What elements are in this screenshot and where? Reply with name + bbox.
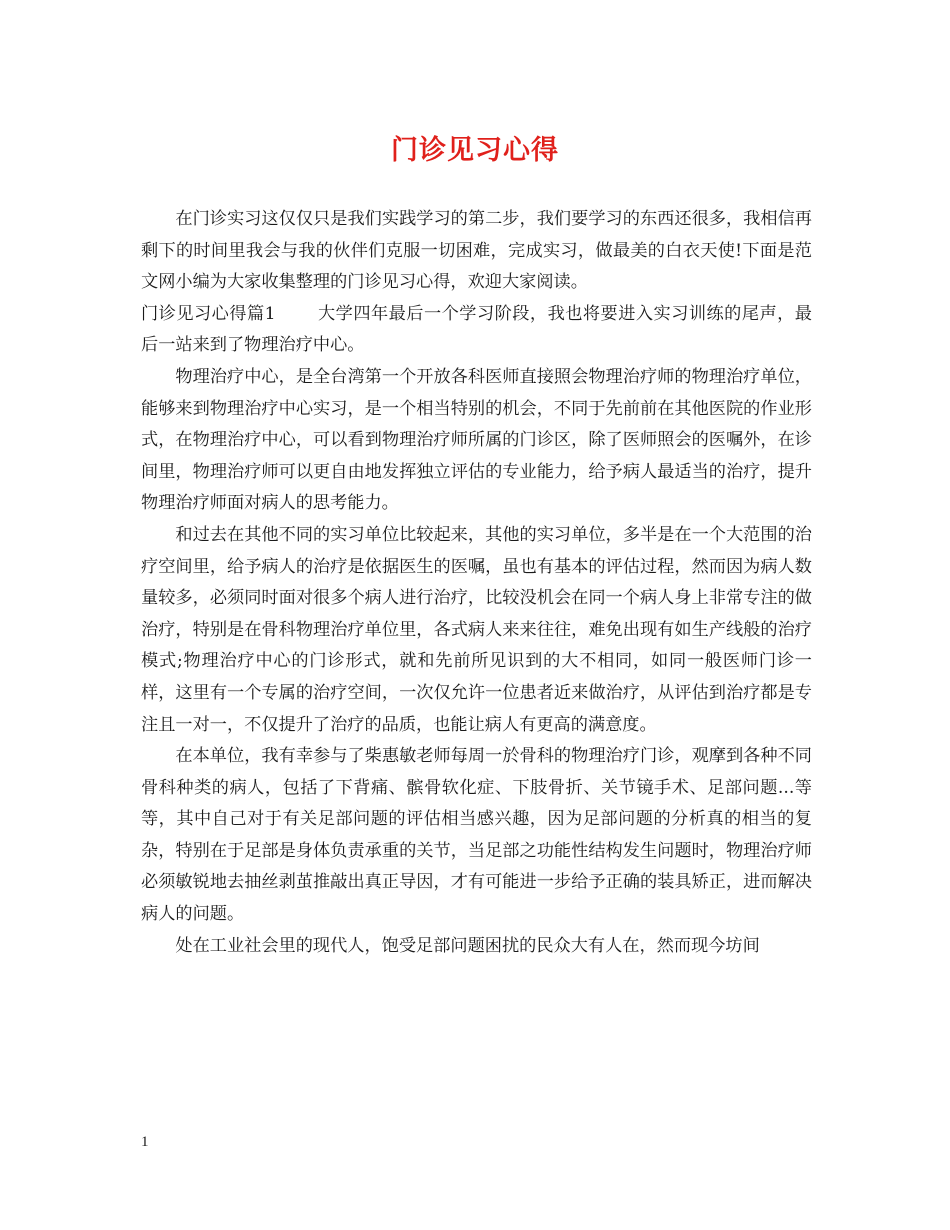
section-first-text: 大学四年最后一个学习阶段，我也将要进入实习训练的尾声，最后一站来到了物理治疗中心。: [141, 303, 812, 356]
body-paragraph: 处在工业社会里的现代人，饱受足部问题困扰的民众大有人在，然而现今坊间: [175, 935, 760, 956]
body-paragraph: 物理治疗中心，是全台湾第一个开放各科医师直接照会物理治疗师的物理治疗单位，能够来到物理治疗中心实习，是一个相当特别的机会，不同于先前前在其他医院的作业形式，在物理治疗中心，可以看到物理治疗师所属的门诊区，除了医师照会的医嘱外，在诊间里，物理治疗师可以更自由地发挥独立评估的专业能力，给予病人最适当的治疗，提升物理治疗师面对病人的思考能力。: [141, 366, 812, 514]
body-paragraph: 在本单位，我有幸参与了柴惠敏老师每周一於骨科的物理治疗门诊，观摩到各种不同骨科种类的病人，包括了下背痛、髌骨软化症、下肢骨折、关节镜手术、足部问题...等等，其中自己对于有关足部问题的评估相当感兴趣，因为足部问题的分析真的相当的复杂，特别在于足部是身体负责承重的关节，当足部之功能性结构发生问题时，物理治疗师必须敏锐地去抽丝剥茧推敲出真正导因，才有可能进一步给予正确的装具矫正，进而解决病人的问题。: [141, 746, 812, 925]
body-paragraph: 和过去在其他不同的实习单位比较起来，其他的实习单位，多半是在一个大范围的治疗空间里，给予病人的治疗是依据医生的医嘱，虽也有基本的评估过程，然而因为病人数量较多，必须同时面对很多个病人进行治疗，比较没机会在同一个病人身上非常专注的做治疗，特别是在骨科物理治疗单位里，各式病人来来往往，难免出现有如生产线般的治疗模式;物理治疗中心的门诊形式，就和先前所见识到的大不相同，如同一般医师门诊一样，这里有一个专属的治疗空间，一次仅允许一位患者近来做治疗，从评估到治疗都是专注且一对一，不仅提升了治疗的品质，也能让病人有更高的满意度。: [141, 524, 812, 735]
page-number: 1: [141, 1134, 149, 1150]
section-paragraph: [141, 299, 812, 362]
section-heading: 门诊见习心得篇1: [141, 303, 276, 324]
document-body: [141, 204, 812, 962]
intro-paragraph: 在门诊实习这仅仅只是我们实践学习的第二步，我们要学习的东西还很多，我相信再剩下的时间里我会与我的伙伴们克服一切困难，完成实习，做最美的白衣天使!下面是范文网小编为大家收集整理的门诊见习心得，欢迎大家阅读。: [141, 209, 812, 293]
document-title: 门诊见习心得: [391, 135, 559, 166]
